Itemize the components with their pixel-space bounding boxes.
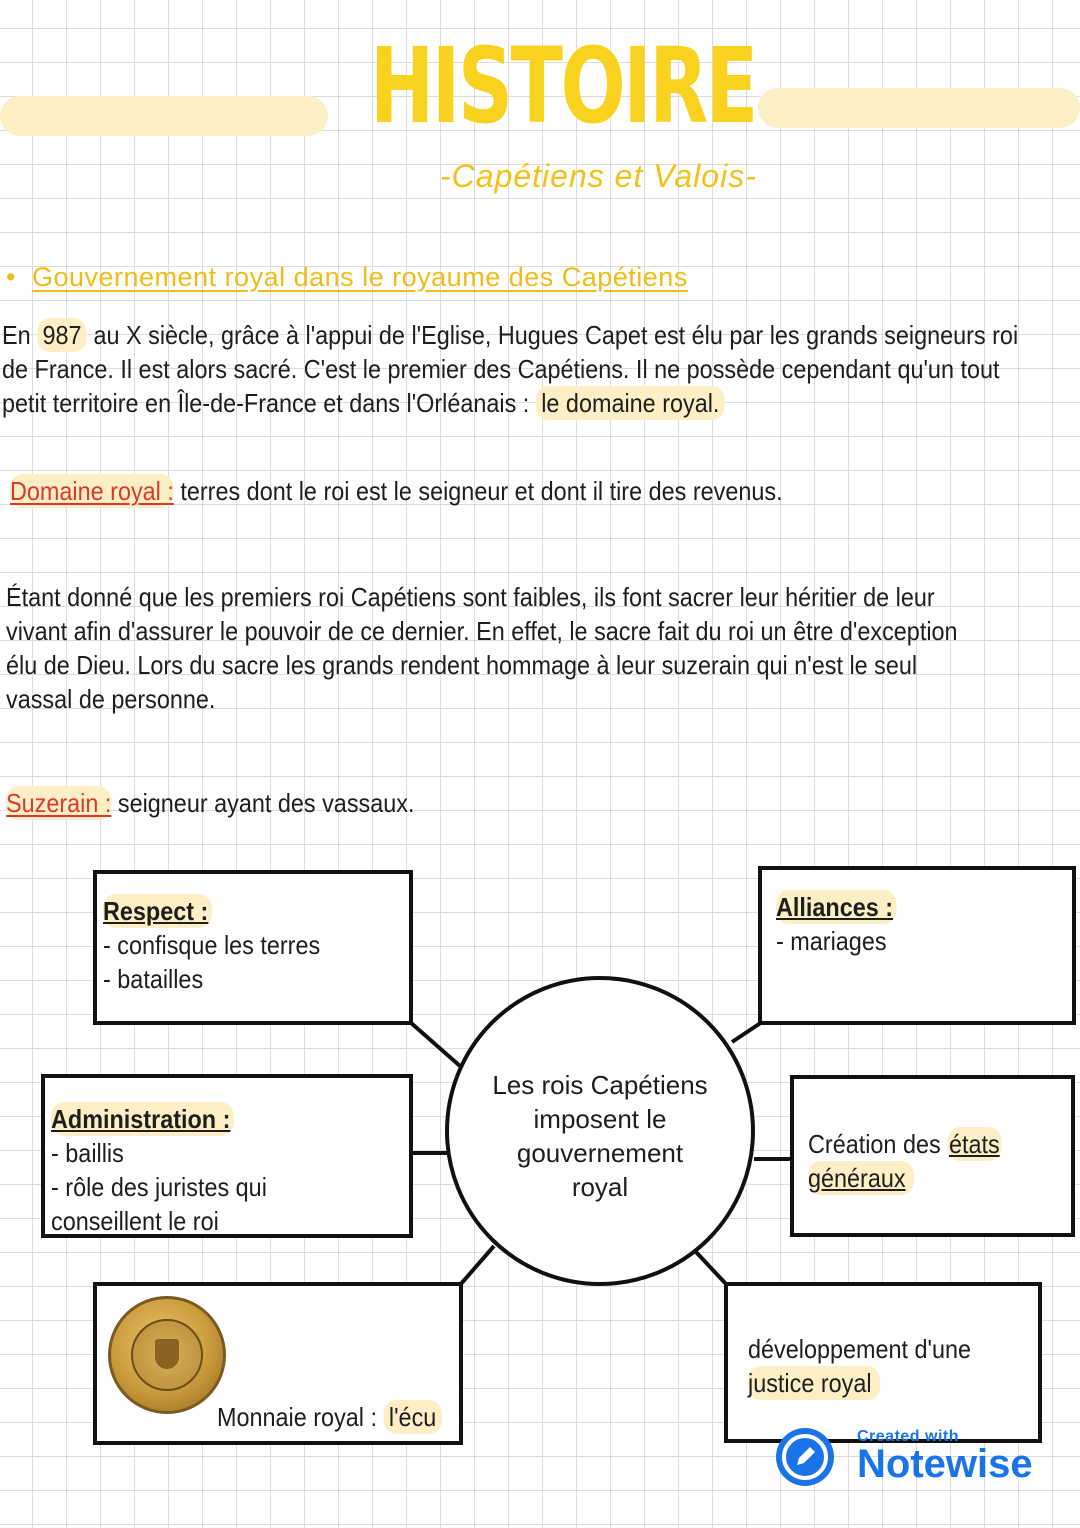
center-circle-text: Les rois Capétiens imposent le gouvernement royal: [492, 1070, 708, 1202]
paragraph-2-line-1: Étant donné que les premiers roi Capétiens sont faibles, ils font sacrer leur héritier de leur: [6, 582, 935, 612]
connector-justice: [696, 1252, 726, 1284]
year-highlight: 987: [37, 318, 87, 352]
box-monnaie-highlight: l'écu: [383, 1400, 441, 1434]
box-alliances-item: - mariages: [776, 926, 887, 956]
notewise-created-text: Created with: [857, 1428, 960, 1445]
box-respect-item: - batailles: [103, 964, 204, 994]
box-respect-heading: Respect :: [103, 894, 212, 928]
page-subtitle: -Capétiens et Valois-: [440, 158, 757, 194]
paragraph-1-line-2: de France. Il est alors sacré. C'est le premier des Capétiens. Il ne possède cependant qu'un tout: [2, 354, 1000, 384]
connector-respect: [410, 1022, 460, 1066]
box-monnaie-text: Monnaie royal :: [217, 1402, 384, 1432]
box-administration-heading: Administration :: [51, 1102, 234, 1136]
definition-term: Suzerain :: [6, 788, 112, 818]
coin-inner-ring: [131, 1319, 203, 1391]
definition-text: seigneur ayant des vassaux.: [111, 788, 415, 818]
ecu-coin-image: [108, 1296, 226, 1414]
section-heading-text: Gouvernement royal dans le royaume des Capétiens: [31, 262, 688, 292]
box-justice: [724, 1282, 1042, 1443]
domaine-royal-highlight: le domaine royal.: [536, 386, 725, 420]
box-respect: [93, 870, 413, 1025]
notewise-logo-icon: [776, 1428, 834, 1486]
connector-monnaie: [460, 1246, 494, 1285]
box-administration-item: - rôle des juristes qui: [51, 1172, 267, 1202]
paragraph-1-line-3: petit territoire en Île-de-France et dans l'Orléanais : le domaine royal.: [2, 386, 1018, 420]
box-respect-item: - confisque les terres: [103, 930, 321, 960]
box-justice-highlight: justice royal: [748, 1366, 881, 1400]
box-administration: [41, 1074, 413, 1238]
definition-text: terres dont le roi est le seigneur et dont il tire des revenus.: [173, 476, 783, 506]
definition-term: Domaine royal :: [10, 476, 174, 506]
paragraph-2-line-2: vivant afin d'assurer le pouvoir de ce dernier. En effet, le sacre fait du roi un être d'exception: [6, 616, 958, 646]
box-etats-text: Création des: [808, 1129, 948, 1159]
box-alliances: [758, 866, 1076, 1025]
box-administration-item: conseillent le roi: [51, 1206, 219, 1236]
box-etats-highlight: états: [948, 1129, 1000, 1159]
box-justice-line: développement d'une: [748, 1334, 972, 1364]
box-alliances-heading: Alliances :: [776, 890, 897, 924]
box-etats-highlight: généraux: [808, 1161, 915, 1195]
paragraph-2-line-3: élu de Dieu. Lors du sacre les grands rendent hommage à leur suzerain qui n'est le seul: [6, 650, 918, 680]
bullet-icon: •: [6, 262, 16, 292]
coin-shield-icon: [155, 1339, 179, 1369]
page-title: HISTOIRE: [370, 25, 756, 147]
connector-alliances: [732, 1022, 762, 1042]
paragraph-1-line-1: En 987 au X siècle, grâce à l'appui de l'Eglise, Hugues Capet est élu par les grands seigneurs roi: [2, 320, 1019, 350]
box-administration-item: - baillis: [51, 1138, 124, 1168]
notewise-brand-text: Notewise: [857, 1442, 1033, 1486]
paragraph-2-line-4: vassal de personne.: [6, 684, 216, 714]
box-etats-generaux: [790, 1075, 1075, 1237]
